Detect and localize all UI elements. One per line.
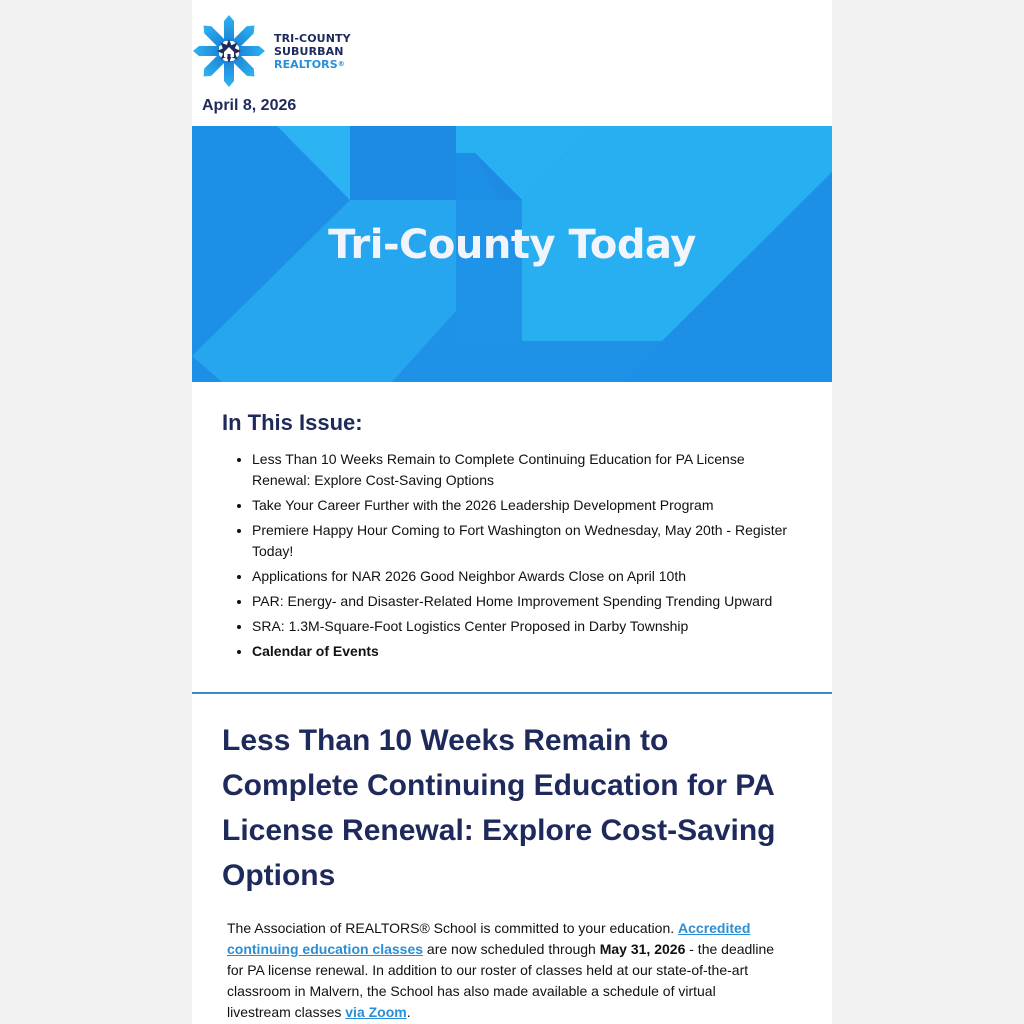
body-text: are now scheduled through [423, 941, 600, 957]
logo-line-1: TRI-COUNTY [274, 31, 351, 45]
body-text: The Association of REALTORS® School is committed to your education. [227, 920, 679, 936]
toc-list [222, 449, 802, 662]
deadline-date: May 31, 2026 [599, 941, 686, 957]
banner-title: Tri-County Today [328, 222, 696, 268]
toc-item[interactable]: PAR: Energy- and Disaster-Related Home Improvement Spending Trending Upward [252, 591, 802, 612]
toc-item[interactable]: Premiere Happy Hour Coming to Fort Washington on Wednesday, May 20th - Register Today! [252, 520, 802, 562]
snowflake-house-logo-icon [192, 14, 266, 88]
article-section [192, 694, 832, 1023]
toc-item[interactable]: SRA: 1.3M-Square-Foot Logistics Center Proposed in Darby Township [252, 616, 802, 637]
brand-logo[interactable] [192, 14, 351, 88]
issue-date: April 8, 2026 [202, 97, 297, 114]
toc-item[interactable]: Take Your Career Further with the 2026 Leadership Development Program [252, 495, 802, 516]
logo-wordmark [274, 32, 351, 71]
article-body [222, 918, 802, 1023]
logo-line-3: REALTORS® [274, 57, 345, 71]
body-text: . [406, 1004, 411, 1020]
in-this-issue-section [192, 382, 832, 692]
toc-heading: In This Issue: [222, 410, 363, 435]
via-zoom-link[interactable]: via Zoom [345, 1004, 407, 1020]
email-header [192, 0, 832, 126]
toc-item[interactable]: Less Than 10 Weeks Remain to Complete Continuing Education for PA License Renewal: Explore Cost-Saving Options [252, 449, 802, 491]
toc-item[interactable]: Applications for NAR 2026 Good Neighbor Awards Close on April 10th [252, 566, 802, 587]
accredited-classes-link[interactable]: Accredited continuing education classes [227, 920, 751, 957]
hero-banner [192, 126, 832, 382]
article-title: Less Than 10 Weeks Remain to Complete Continuing Education for PA License Renewal: Explore Cost-Saving Options [222, 724, 776, 892]
toc-item-calendar[interactable]: Calendar of Events [252, 641, 802, 662]
logo-line-2: SUBURBAN [274, 44, 344, 58]
newsletter-email [192, 0, 832, 1024]
body-text: - the deadline for PA license renewal. In addition to our roster of classes held at our state-of-the-art classroom in Malvern, the School has also made available a schedule of virtual livestream classes [227, 941, 775, 1020]
